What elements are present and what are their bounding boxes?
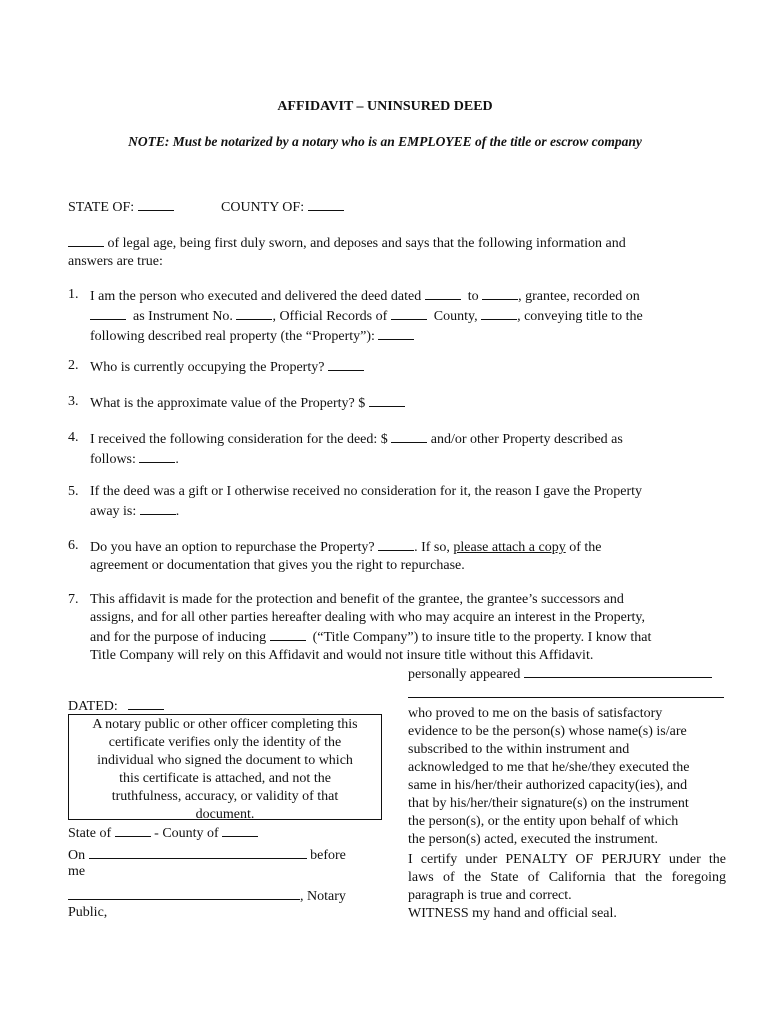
- repurchase-option-blank[interactable]: [378, 537, 414, 551]
- item-2-text: Who is currently occupying the Property?: [90, 360, 325, 375]
- notary-note: NOTE: Must be notarized by a notary who is an EMPLOYEE of the title or escrow company: [128, 134, 642, 149]
- proved-paragraph: [408, 705, 728, 849]
- intro-paragraph: [68, 233, 626, 271]
- intro-line-1: of legal age, being first duly sworn, and deposes and says that the following information and: [107, 236, 626, 251]
- property-description-blank[interactable]: [378, 326, 414, 340]
- appeared-name-blank-2[interactable]: [408, 697, 724, 698]
- property-value-blank[interactable]: [369, 393, 405, 407]
- item-7-line-3a: and for the purpose of inducing: [90, 630, 267, 645]
- item-4-line-1b: and/or other Property described as: [430, 432, 623, 447]
- notary-on-line: [68, 845, 346, 865]
- item-4-line-2b: .: [175, 452, 179, 467]
- proved-line: the person(s), or the entity upon behalf of which: [408, 814, 679, 829]
- item-6-line-2: agreement or documentation that gives you the right to repurchase.: [90, 558, 465, 573]
- dated-blank[interactable]: [128, 696, 164, 710]
- item-6: [68, 537, 602, 573]
- item-number: 1.: [68, 287, 79, 302]
- certify-line: I certify under PENALTY OF PERJURY under the: [408, 852, 726, 867]
- notary-county-blank[interactable]: [222, 823, 258, 837]
- proved-line: who proved to me on the basis of satisfactory: [408, 706, 663, 721]
- state-line: [68, 197, 174, 217]
- item-5: [68, 483, 643, 519]
- item-6-line-1d: of the: [569, 540, 602, 555]
- notary-state-county-line: [68, 823, 258, 843]
- notary-county-label: - County of: [154, 826, 219, 841]
- item-4: [68, 429, 623, 467]
- county-blank[interactable]: [308, 197, 344, 211]
- proved-line: the person(s) acted, executed the instrument.: [408, 832, 658, 847]
- item-1-line-1c: , grantee, recorded on: [518, 289, 640, 304]
- notary-box-line: truthfulness, accuracy, or validity of that: [111, 789, 339, 804]
- on-date-blank[interactable]: [89, 845, 307, 859]
- item-3-text: What is the approximate value of the Property? $: [90, 396, 366, 411]
- certify-paragraph: [408, 851, 726, 923]
- notary-state-blank[interactable]: [115, 823, 151, 837]
- item-number: 5.: [68, 484, 79, 499]
- item-3: [68, 393, 366, 411]
- state-label: STATE OF:: [68, 200, 135, 215]
- certify-line: laws of the State of California that the foregoing: [408, 870, 726, 885]
- title-company-blank[interactable]: [270, 627, 306, 641]
- other-property-blank[interactable]: [139, 449, 175, 463]
- document-title: AFFIDAVIT – UNINSURED DEED: [277, 99, 493, 114]
- item-5-line-2b: .: [175, 504, 180, 519]
- conveying-blank[interactable]: [481, 306, 517, 320]
- state-blank[interactable]: [138, 197, 174, 211]
- notary-box-line: certificate verifies only the identity of the: [108, 735, 342, 750]
- item-1-line-1b: to: [467, 289, 479, 304]
- item-5-line-2a: away is:: [90, 504, 137, 519]
- item-7: [68, 591, 652, 663]
- personally-appeared-label: personally appeared: [408, 667, 521, 682]
- on-label: On: [68, 848, 86, 863]
- proved-line: acknowledged to me that he/she/they executed the: [408, 760, 690, 775]
- item-7-line-2: assigns, and for all other parties hereafter dealing with who may acquire an interest in the Property,: [90, 610, 646, 625]
- me-line: me: [68, 864, 86, 879]
- occupant-blank[interactable]: [328, 357, 364, 371]
- personally-appeared-line: [408, 664, 712, 684]
- grantee-blank[interactable]: [482, 286, 518, 300]
- recorded-on-blank[interactable]: [90, 306, 126, 320]
- item-1-line-2b: , Official Records of: [272, 309, 388, 324]
- item-1: [68, 286, 643, 344]
- item-1-line-2a: as Instrument No.: [133, 309, 233, 324]
- item-4-line-1a: I received the following consideration for the deed: $: [90, 432, 388, 447]
- county-line: [221, 197, 344, 217]
- item-4-line-2a: follows:: [90, 452, 136, 467]
- gift-reason-blank[interactable]: [140, 501, 176, 515]
- item-1-line-2d: , conveying title to the: [517, 309, 643, 324]
- deed-date-blank[interactable]: [425, 286, 461, 300]
- item-1-line-1a: I am the person who executed and delivered the deed dated: [90, 289, 422, 304]
- notary-box-line: document.: [195, 807, 255, 822]
- records-county-blank[interactable]: [391, 306, 427, 320]
- item-5-line-1: If the deed was a gift or I otherwise received no consideration for it, the reason I gave the Property: [90, 484, 643, 499]
- notary-box-line: individual who signed the document to which: [97, 753, 353, 768]
- instrument-no-blank[interactable]: [236, 306, 272, 320]
- item-number: 3.: [68, 394, 79, 409]
- proved-line: that by his/her/their signature(s) on the instrument: [408, 796, 689, 811]
- attach-copy-instruction: please attach a copy: [453, 540, 566, 555]
- intro-line-2: answers are true:: [68, 254, 163, 269]
- item-1-line-2c: County,: [433, 309, 478, 324]
- witness-line: WITNESS my hand and official seal.: [408, 906, 617, 921]
- notary-name-blank[interactable]: [68, 886, 300, 900]
- proved-line: subscribed to the within instrument and: [408, 742, 630, 757]
- notary-disclaimer-box: [68, 714, 382, 820]
- item-7-line-4: Title Company will rely on this Affidavit and would not insure title without this Affidavit.: [90, 648, 594, 663]
- dated-line: [68, 696, 164, 716]
- proved-line: evidence to be the person(s) whose name(s) is/are: [408, 724, 687, 739]
- notary-label: , Notary: [300, 889, 346, 904]
- item-2: [68, 357, 325, 375]
- county-label: COUNTY OF:: [221, 200, 305, 215]
- item-number: 2.: [68, 358, 79, 373]
- item-number: 6.: [68, 538, 79, 553]
- item-number: 7.: [68, 592, 79, 607]
- dated-label: DATED:: [68, 699, 118, 714]
- proved-line: same in his/her/their authorized capacity(ies), and: [408, 778, 688, 793]
- item-1-line-3: following described real property (the “Property”):: [90, 329, 375, 344]
- notary-box-line: this certificate is attached, and not the: [119, 771, 331, 786]
- item-6-line-1b: . If so,: [414, 540, 450, 555]
- before-label: before: [310, 848, 346, 863]
- public-line: Public,: [68, 905, 108, 920]
- notary-state-label: State of: [68, 826, 112, 841]
- appeared-name-blank[interactable]: [524, 664, 712, 678]
- item-7-line-3b: (“Title Company”) to insure title to the property. I know that: [312, 630, 652, 645]
- item-7-line-1: This affidavit is made for the protection and benefit of the grantee, the grantee’s successors and: [90, 592, 624, 607]
- certify-line: paragraph is true and correct.: [408, 888, 572, 903]
- notary-box-line: A notary public or other officer completing this: [92, 717, 358, 732]
- item-6-line-1a: Do you have an option to repurchase the Property?: [90, 540, 375, 555]
- affiant-name-blank[interactable]: [68, 233, 104, 247]
- notary-name-line: [68, 886, 346, 906]
- consideration-blank[interactable]: [391, 429, 427, 443]
- item-number: 4.: [68, 430, 79, 445]
